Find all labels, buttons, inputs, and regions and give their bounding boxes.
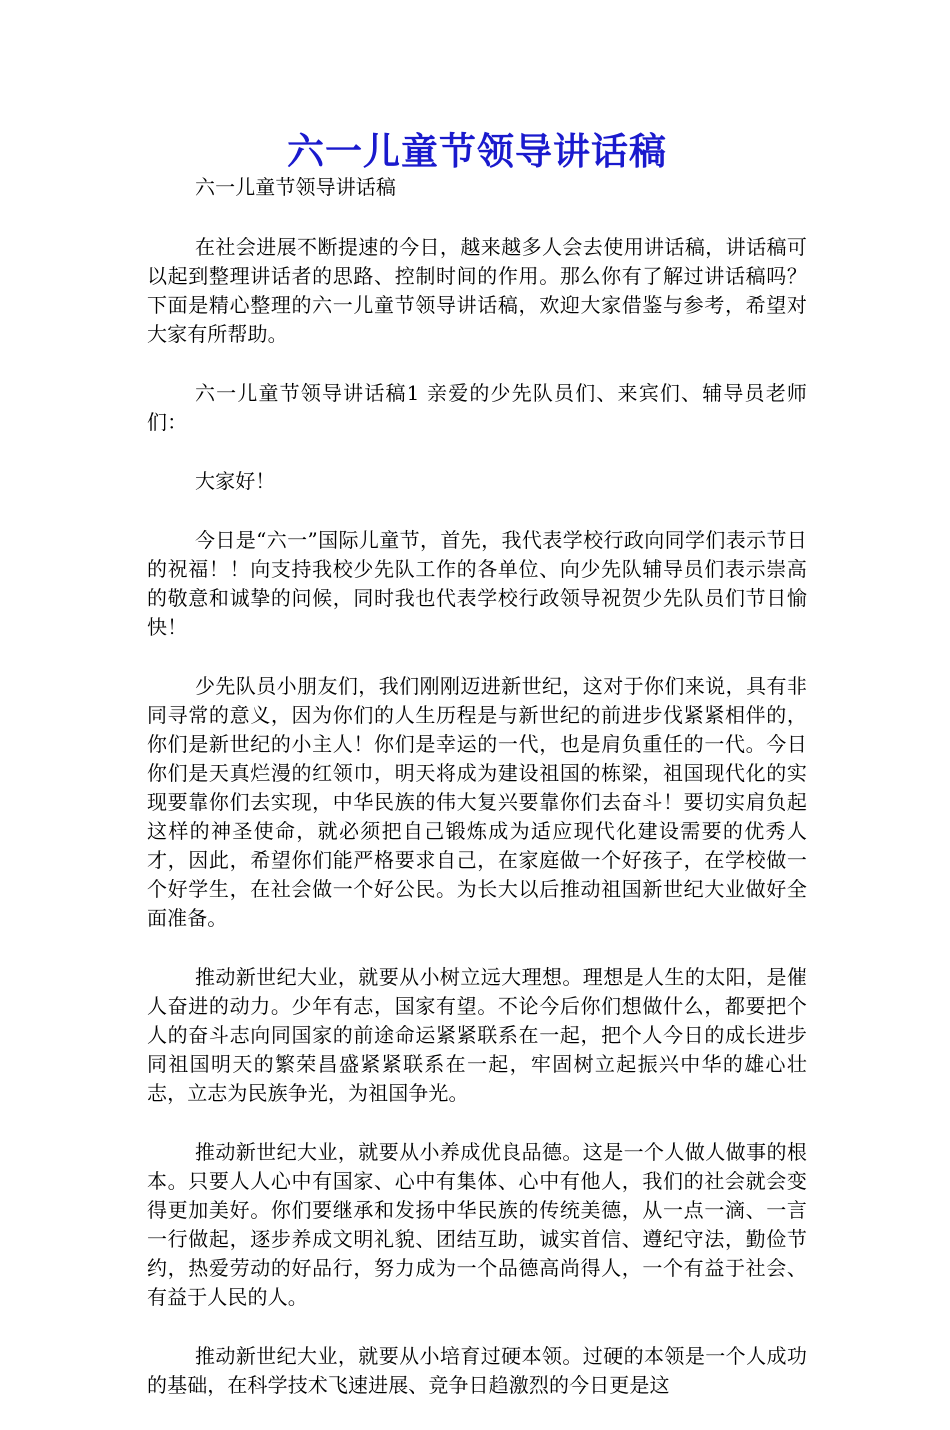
- paragraph-new-century: 少先队员小朋友们，我们刚刚迈进新世纪，这对于你们来说，具有非同寻常的意义，因为你们的人生历程是与新世纪的前进步伐紧紧相伴的，你们是新世纪的小主人！你们是幸运的一代，也是肩负重任的一代。今日你们是天真烂漫的红领巾，明天将成为建设祖国的栋梁，祖国现代化的实现要靠你们去实现，中华民族的伟大复兴要靠你们去奋斗！要切实肩负起这样的神圣使命，就必须把自己锻炼成为适应现代化建设需要的优秀人才，因此，希望你们能严格要求自己，在家庭做一个好孩子，在学校做一个好学生，在社会做一个好公民。为长大以后推动祖国新世纪大业做好全面准备。: [147, 674, 807, 930]
- paragraph-ideals: 推动新世纪大业，就要从小树立远大理想。理想是人生的太阳，是催人奋进的动力。少年有志，国家有望。不论今后你们想做什么，都要把个人的奋斗志向同国家的前途命运紧紧联系在一起，把个人今日的成长进步同祖国明天的繁荣昌盛紧紧联系在一起，牢固树立起振兴中华的雄心壮志，立志为民族争光，为祖国争光。: [147, 965, 807, 1105]
- paragraph-salutation: 六一儿童节领导讲话稿1 亲爱的少先队员们、来宾们、辅导员老师们：: [147, 381, 807, 434]
- paragraph-blessing: 今日是“六一”国际儿童节，首先，我代表学校行政向同学们表示节日的祝福！！向支持我校少先队工作的各单位、向少先队辅导员们表示崇高的敬意和诚挚的问候，同时我也代表学校行政领导祝贺少先队员们节日愉快！: [147, 528, 807, 639]
- document-body: [147, 173, 807, 1430]
- paragraph-subtitle: 六一儿童节领导讲话稿: [195, 175, 396, 199]
- paragraph-skills: 推动新世纪大业，就要从小培育过硬本领。过硬的本领是一个人成功的基础，在科学技术飞速进展、竞争日趋激烈的今日更是这: [147, 1344, 807, 1397]
- paragraph-greeting: 大家好！: [195, 469, 276, 493]
- paragraph-virtue: 推动新世纪大业，就要从小养成优良品德。这是一个人做人做事的根本。只要人人心中有国家、心中有集体、心中有他人，我们的社会就会变得更加美好。你们要继承和发扬中华民族的传统美德，从一点一滴、一言一行做起，逐步养成文明礼貌、团结互助，诚实首信、遵纪守法，勤俭节约，热爱劳动的好品行，努力成为一个品德高尚得人，一个有益于社会、有益于人民的人。: [147, 1140, 807, 1309]
- paragraph-intro: 在社会进展不断提速的今日，越来越多人会去使用讲话稿，讲话稿可以起到整理讲话者的思路、控制时间的作用。那么你有了解过讲话稿吗？下面是精心整理的六一儿童节领导讲话稿，欢迎大家借鉴与参考，希望对大家有所帮助。: [147, 235, 807, 346]
- document-title: 六一儿童节领导讲话稿: [287, 129, 667, 173]
